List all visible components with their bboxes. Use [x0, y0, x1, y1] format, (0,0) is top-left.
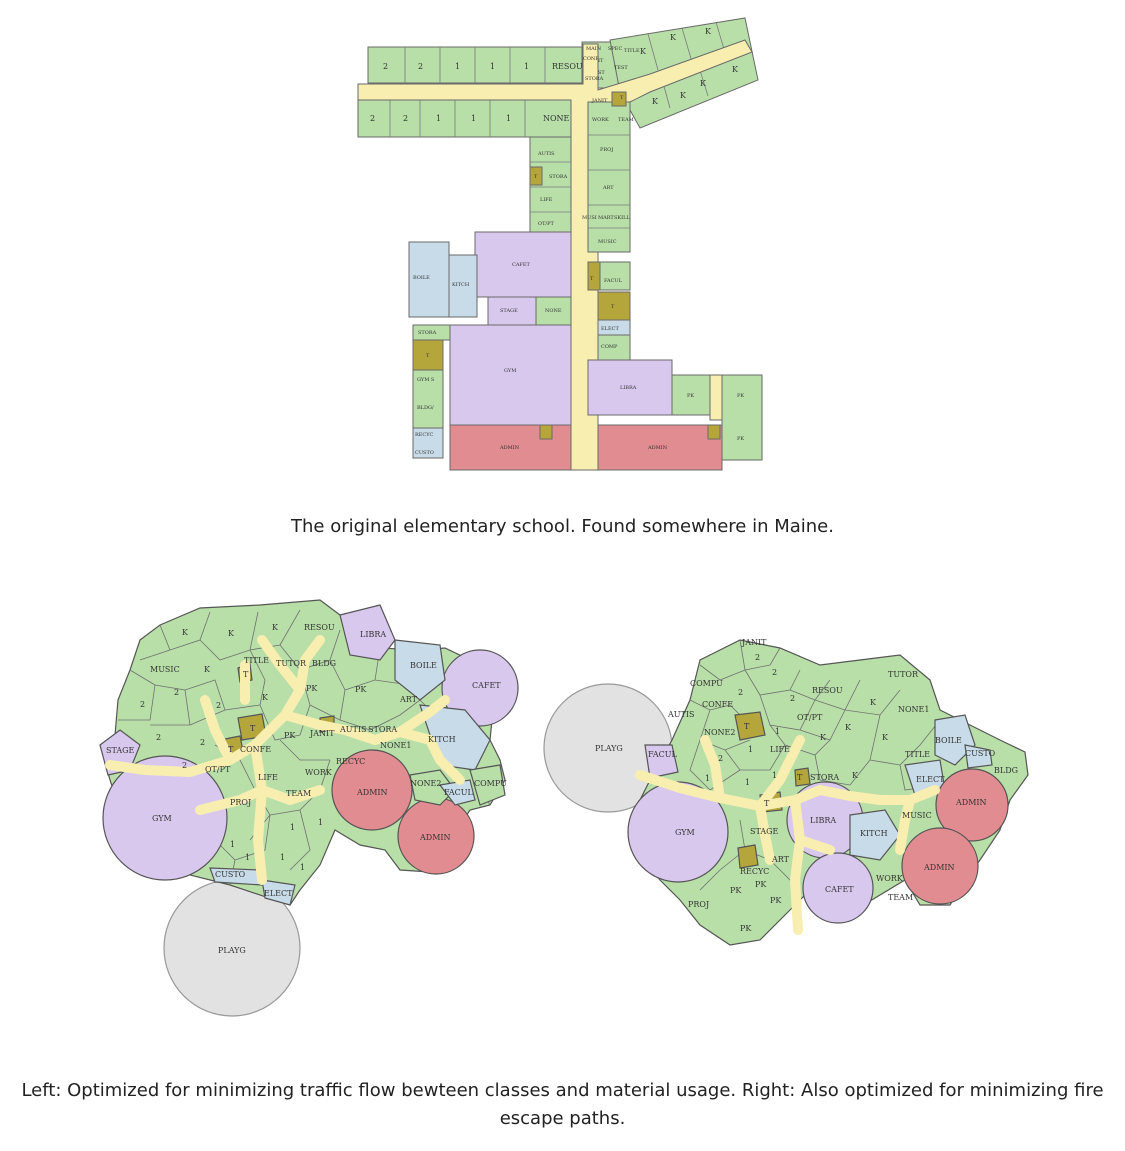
- label: CAFET: [512, 262, 530, 268]
- label: MUSIC: [150, 665, 180, 674]
- label: JANIT: [592, 98, 608, 104]
- east-corridor-stub: [710, 375, 722, 420]
- label: RESOU: [304, 623, 335, 632]
- label: GYM: [152, 814, 172, 823]
- optimized-right-plan: [544, 640, 1028, 945]
- label: BLDG/: [417, 405, 434, 411]
- label: PROJ: [688, 900, 710, 909]
- label: ART: [400, 695, 417, 704]
- label: TEST: [614, 65, 628, 71]
- label: T: [228, 745, 234, 754]
- label: TEAM: [286, 789, 312, 798]
- label: BLDG: [994, 766, 1018, 775]
- label: 1: [705, 774, 711, 783]
- label: PK: [306, 684, 318, 693]
- label: 1: [524, 62, 530, 71]
- pk-rooms-east: [722, 375, 762, 460]
- label: 1: [748, 745, 754, 754]
- optimized-left-plan: [100, 600, 518, 1016]
- label: 1: [245, 853, 251, 862]
- label: ADMIN: [357, 788, 388, 797]
- label: RESOU: [812, 686, 843, 695]
- label: LIFE: [540, 197, 553, 203]
- label: 2: [383, 62, 389, 71]
- label: PLAYG: [595, 744, 623, 753]
- label: 1: [230, 840, 236, 849]
- label: 2: [156, 733, 162, 742]
- label: CUSTO: [415, 450, 434, 456]
- label: NONE: [543, 114, 570, 123]
- label: 2: [772, 668, 778, 677]
- label: PROJ: [600, 147, 614, 153]
- label: RECYC: [415, 432, 434, 438]
- label: K: [204, 665, 210, 674]
- label: NONE1: [380, 741, 412, 750]
- label: 1: [290, 823, 296, 832]
- label: KITCH: [452, 282, 470, 288]
- label: ADMIN: [420, 833, 451, 842]
- label: IT: [598, 58, 604, 64]
- label: TEAM: [888, 893, 914, 902]
- label: PK: [770, 896, 782, 905]
- label: FACUL: [648, 750, 677, 759]
- label: NONE1: [898, 705, 930, 714]
- label: 2: [738, 688, 744, 697]
- label: K: [640, 47, 646, 56]
- label: K: [272, 623, 278, 632]
- label: K: [262, 693, 268, 702]
- label: 2: [200, 738, 206, 747]
- label: TUTOR: [888, 670, 918, 679]
- label: SPEC: [608, 46, 623, 52]
- label: T: [620, 95, 624, 101]
- label: 1: [745, 778, 751, 787]
- label: T: [250, 724, 256, 733]
- label: T: [744, 722, 750, 731]
- gym: [450, 325, 571, 425]
- label: ELECT: [916, 775, 945, 784]
- label: BLDG: [312, 659, 336, 668]
- label: T: [426, 353, 430, 359]
- label: RESOU: [552, 62, 583, 71]
- label: FACUL: [444, 788, 473, 797]
- label: 1: [490, 62, 496, 71]
- label: PK: [755, 880, 767, 889]
- label: JANIT: [742, 638, 767, 647]
- label: K: [820, 733, 826, 742]
- label: BOILE: [413, 275, 430, 281]
- label: K: [670, 33, 676, 42]
- label: 1: [436, 114, 442, 123]
- label: TUTOR: [276, 659, 306, 668]
- label: 1: [471, 114, 477, 123]
- label: STORA: [810, 773, 840, 782]
- label: OT/PT: [797, 713, 823, 722]
- label: 2: [370, 114, 376, 123]
- label: LIFE: [258, 773, 278, 782]
- label: ADMIN: [956, 798, 987, 807]
- label: 1: [506, 114, 512, 123]
- label: PK: [355, 685, 367, 694]
- label: TITLE: [244, 656, 269, 665]
- label: ART: [603, 185, 614, 191]
- label: AUTIS: [538, 151, 555, 157]
- label: CONFE: [240, 745, 272, 754]
- label: GYM: [675, 828, 695, 837]
- toilet-right-1: [735, 712, 765, 740]
- label: 2: [418, 62, 424, 71]
- label: ELECT: [601, 326, 619, 332]
- label: 1: [318, 818, 324, 827]
- label: T: [590, 276, 594, 282]
- label: 2: [790, 694, 796, 703]
- toilet-admin-w: [540, 425, 552, 439]
- label: WORK: [876, 874, 903, 883]
- label: T: [534, 174, 538, 180]
- label: CAFET: [472, 681, 501, 690]
- label: ADMIN: [500, 445, 520, 451]
- label: NONE2: [704, 728, 736, 737]
- label: PK: [737, 393, 745, 399]
- label: K: [845, 723, 851, 732]
- label: TITLE: [905, 750, 930, 759]
- label: STAGE: [750, 827, 779, 836]
- label: LIBRA: [360, 630, 387, 639]
- label: GYM S: [417, 377, 435, 383]
- label: 2: [140, 700, 146, 709]
- label: STAGE: [106, 746, 135, 755]
- label: STAGE: [500, 308, 518, 314]
- toilet-admin-e: [708, 425, 720, 439]
- label: LIBRA: [810, 816, 837, 825]
- label: CONF: [583, 56, 599, 62]
- label: T: [611, 304, 615, 310]
- label: RECYC: [336, 757, 366, 766]
- label: 2: [182, 761, 188, 770]
- label: GYM: [504, 368, 517, 374]
- label: ADMIN: [924, 863, 955, 872]
- label: 1: [300, 863, 306, 872]
- label: AUTIS: [668, 710, 695, 719]
- label: MUSI: [582, 215, 597, 221]
- label: LIBRA: [620, 385, 637, 391]
- label: K: [705, 27, 711, 36]
- label: ADMIN: [648, 445, 668, 451]
- label: OT/PT: [205, 765, 231, 774]
- label: K: [852, 771, 858, 780]
- label: STORA: [549, 174, 568, 180]
- label: COMP: [601, 344, 618, 350]
- label: K: [882, 733, 888, 742]
- label: JANIT: [310, 729, 335, 738]
- label: NONE: [545, 308, 562, 314]
- label: K: [182, 628, 188, 637]
- west-wing-classrooms-top: [368, 47, 583, 83]
- label: 2: [216, 701, 222, 710]
- label: T: [797, 773, 803, 782]
- label: K: [652, 97, 658, 106]
- label: PK: [284, 731, 296, 740]
- label: CONFE: [702, 700, 734, 709]
- label: MUSIC: [902, 811, 932, 820]
- label: ST: [598, 70, 605, 76]
- spine-east-rooms: [588, 102, 630, 252]
- label: 2: [403, 114, 409, 123]
- label: 1: [772, 771, 778, 780]
- label: 2: [718, 754, 724, 763]
- original-plan-caption: The original elementary school. Found somewhere in Maine.: [291, 516, 834, 537]
- label: BOILE: [935, 736, 962, 745]
- label: KITCH: [860, 829, 888, 838]
- label: COMPU: [474, 779, 507, 788]
- label: 1: [280, 853, 286, 862]
- label: TEAM: [618, 117, 634, 123]
- label: STORA: [418, 330, 437, 336]
- label: CUSTO: [965, 749, 996, 758]
- label: SKILL: [614, 215, 630, 221]
- label: WORK: [592, 117, 609, 123]
- label: BOILE: [410, 661, 437, 670]
- label: 2: [174, 688, 180, 697]
- label: MART: [598, 215, 614, 221]
- optimized-plans-caption: Left: Optimized for minimizing traffic flow bewteen classes and material usage. Right: Also optimized for minimizing fire escape paths.: [21, 1080, 1104, 1129]
- label: ART: [772, 855, 789, 864]
- label: K: [228, 629, 234, 638]
- label: OT/PT: [538, 221, 554, 227]
- label: K: [680, 91, 686, 100]
- label: MUSIC: [598, 239, 617, 245]
- label: K: [700, 79, 706, 88]
- label: PLAYG: [218, 946, 246, 955]
- label: 1: [775, 727, 781, 736]
- label: PK: [737, 436, 745, 442]
- label: K: [732, 65, 738, 74]
- toilet-ne: [612, 92, 626, 106]
- label: ELECT: [264, 889, 293, 898]
- label: PK: [687, 393, 695, 399]
- label: RECYC: [740, 867, 770, 876]
- label: NONE2: [410, 779, 442, 788]
- label: PROJ: [230, 798, 252, 807]
- label: T: [243, 670, 249, 679]
- label: FACUL: [604, 278, 623, 284]
- label: K: [870, 698, 876, 707]
- label: WORK: [305, 768, 332, 777]
- label: COMPU: [690, 679, 723, 688]
- label: PK: [730, 886, 742, 895]
- label: TITLE: [624, 48, 640, 54]
- label: STORA: [585, 76, 604, 82]
- label: 1: [455, 62, 461, 71]
- label: AUTIS: [340, 725, 367, 734]
- toilet-right-4: [738, 845, 758, 868]
- label: T: [764, 799, 770, 808]
- label: PK: [740, 924, 752, 933]
- label: CAFET: [825, 885, 854, 894]
- label: LIFE: [770, 745, 790, 754]
- label: STORA: [368, 725, 398, 734]
- label: KITCH: [428, 735, 456, 744]
- label: MAIN: [586, 46, 602, 52]
- label: 2: [755, 653, 761, 662]
- label: CUSTO: [215, 870, 246, 879]
